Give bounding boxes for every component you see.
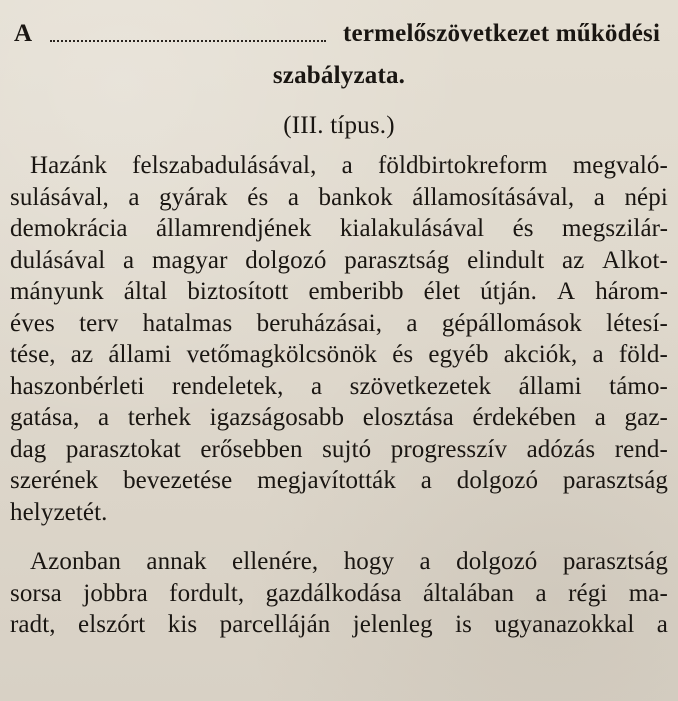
document-word: a — [592, 341, 604, 368]
document-word: az — [561, 246, 585, 274]
document-word: gaz- — [624, 404, 668, 431]
document-word: terhek — [127, 404, 191, 431]
document-word: a — [420, 467, 432, 494]
document-word: a — [594, 404, 606, 431]
document-word: gatása, — [10, 404, 80, 431]
document-word: megvaló- — [572, 152, 668, 179]
document-word: földbirtokreform — [377, 152, 548, 179]
document-word: elszórt — [78, 611, 146, 638]
document-word: népi — [624, 183, 668, 211]
document-word: megjavították — [257, 467, 396, 494]
document-word: annak — [146, 548, 207, 575]
document-word: tése, — [10, 341, 56, 368]
document-word: kis — [167, 611, 198, 638]
document-word: jelenleg — [352, 611, 433, 638]
document-word: állami — [518, 372, 582, 400]
document-word: demokrácia — [10, 215, 128, 242]
document-word: államosításával, — [412, 183, 575, 211]
document-word: parasztokat — [65, 435, 181, 463]
document-word: három- — [595, 278, 668, 305]
document-word: helyzetét. — [10, 498, 108, 526]
document-word: Alkot- — [602, 246, 668, 274]
document-word: fordult, — [169, 579, 245, 607]
document-word: dolgozó — [245, 246, 327, 274]
document-word: Hazánk — [30, 152, 107, 179]
paragraph-1-line-12 — [10, 497, 668, 529]
document-word: által — [123, 278, 168, 305]
document-word: vetőmagkölcsönök — [186, 341, 378, 368]
document-word: érdekében — [472, 404, 577, 431]
document-word: sujtó — [322, 435, 372, 463]
paragraph-2-line-2 — [10, 578, 668, 610]
document-word: elindult — [467, 246, 545, 274]
document-word: a — [128, 183, 140, 211]
title-main: termelőszövetkezet működési — [343, 20, 661, 47]
document-word: parasztság — [344, 246, 450, 274]
document-word: Azonban — [30, 548, 121, 575]
paragraph-1 — [10, 150, 668, 528]
document-word: támo- — [609, 372, 668, 400]
document-word: haszonbérleti — [10, 372, 145, 400]
document-word: szövetkezetek — [349, 372, 492, 400]
paragraph-1-line-6 — [10, 308, 668, 340]
document-word: élet — [423, 278, 461, 305]
document-word: a — [593, 183, 605, 211]
document-word: radt, — [10, 611, 56, 638]
document-word: egyéb — [428, 341, 489, 368]
document-word: gépállomások — [441, 309, 582, 337]
document-word: és — [247, 183, 269, 211]
document-word: általában — [422, 579, 515, 607]
document-word: magyar — [151, 246, 228, 274]
document-word: dolgozó — [456, 548, 538, 575]
paragraph-1-line-5 — [10, 276, 668, 308]
document-word: erősebben — [200, 435, 303, 463]
document-word: sorsa — [10, 579, 62, 607]
document-word: gazdálkodása — [265, 579, 402, 607]
paragraph-gap — [10, 528, 668, 546]
title-row — [14, 20, 664, 48]
document-word: bevezetése — [123, 467, 233, 494]
paragraph-1-line-2 — [10, 182, 668, 214]
document-word: az — [70, 341, 94, 368]
document-word: államrendjének — [155, 215, 312, 242]
title-blank — [50, 22, 326, 42]
paragraph-1-line-1 — [10, 150, 668, 182]
title-prefix: A — [14, 20, 33, 47]
document-word: a — [123, 246, 135, 274]
paragraph-1-line-11 — [10, 465, 668, 497]
document-word: adózás — [526, 435, 596, 463]
document-word: útján. — [480, 278, 538, 305]
document-word: elosztása — [362, 404, 454, 431]
document-word: beruházásai, — [256, 309, 383, 337]
document-word: állami — [108, 341, 172, 368]
document-word: biztosított — [187, 278, 289, 305]
paragraph-2 — [10, 546, 668, 641]
document-word: ellenére, — [232, 548, 319, 575]
paragraph-1-line-8 — [10, 371, 668, 403]
paragraph-1-line-7 — [10, 339, 668, 371]
document-word: sulásával, — [10, 183, 109, 211]
document-word: parcelláján — [219, 611, 331, 638]
document-word: a — [310, 372, 323, 400]
document-word: parasztság — [562, 548, 668, 575]
document-word: dolgozó — [456, 467, 539, 494]
title-second-line: szabályzata. — [272, 62, 406, 89]
document-word: gyárak — [159, 183, 228, 211]
document-word: ugyanazokkal — [494, 611, 635, 638]
document-word: a — [287, 183, 300, 211]
document-word: dulásával — [10, 246, 106, 274]
document-word: és — [392, 341, 414, 368]
document-word: létesí- — [606, 309, 668, 337]
document-word: hatalmas — [142, 309, 233, 337]
paragraph-1-line-4 — [10, 245, 668, 277]
document-word: és — [512, 215, 534, 242]
document-word: a — [656, 611, 668, 638]
paragraph-2-line-1 — [10, 546, 668, 578]
document-word: akciók, — [503, 341, 578, 368]
document-word: kialakulásával — [339, 215, 485, 242]
type-line: (III. típus.) — [283, 112, 395, 139]
document-word: rendeletek, — [172, 372, 284, 400]
document-word: A — [557, 278, 576, 305]
paragraph-1-line-3 — [10, 213, 668, 245]
document-word: parasztság — [562, 467, 668, 494]
document-word: emberibb — [308, 278, 404, 305]
document-word: rend- — [614, 435, 668, 463]
document-word: ma- — [628, 579, 668, 607]
document-word: régi — [568, 579, 608, 607]
paragraph-2-line-3 — [10, 609, 668, 641]
document-word: dag — [10, 435, 47, 463]
document-word: felszabadulásával, — [132, 152, 317, 179]
document-word: éves — [10, 309, 55, 337]
document-word: progresszív — [390, 435, 508, 463]
paragraph-1-line-9 — [10, 402, 668, 434]
document-word: terv — [79, 309, 119, 337]
document-word: bankok — [318, 183, 393, 211]
document-word: megszilár- — [561, 215, 668, 242]
document-word: a — [419, 548, 431, 575]
document-word: mányunk — [10, 278, 104, 305]
document-word: a — [98, 404, 110, 431]
document-word: a — [535, 579, 547, 607]
document-word: a — [341, 152, 353, 179]
document-body — [10, 150, 668, 641]
document-word: a — [406, 309, 418, 337]
document-word: hogy — [343, 548, 395, 575]
document-word: szerének — [10, 467, 99, 494]
document-word: igazságosabb — [209, 404, 345, 431]
document-word: is — [455, 611, 472, 638]
document-word: jobbra — [83, 579, 148, 607]
document-word: föld- — [618, 341, 668, 368]
paragraph-1-line-10 — [10, 434, 668, 466]
